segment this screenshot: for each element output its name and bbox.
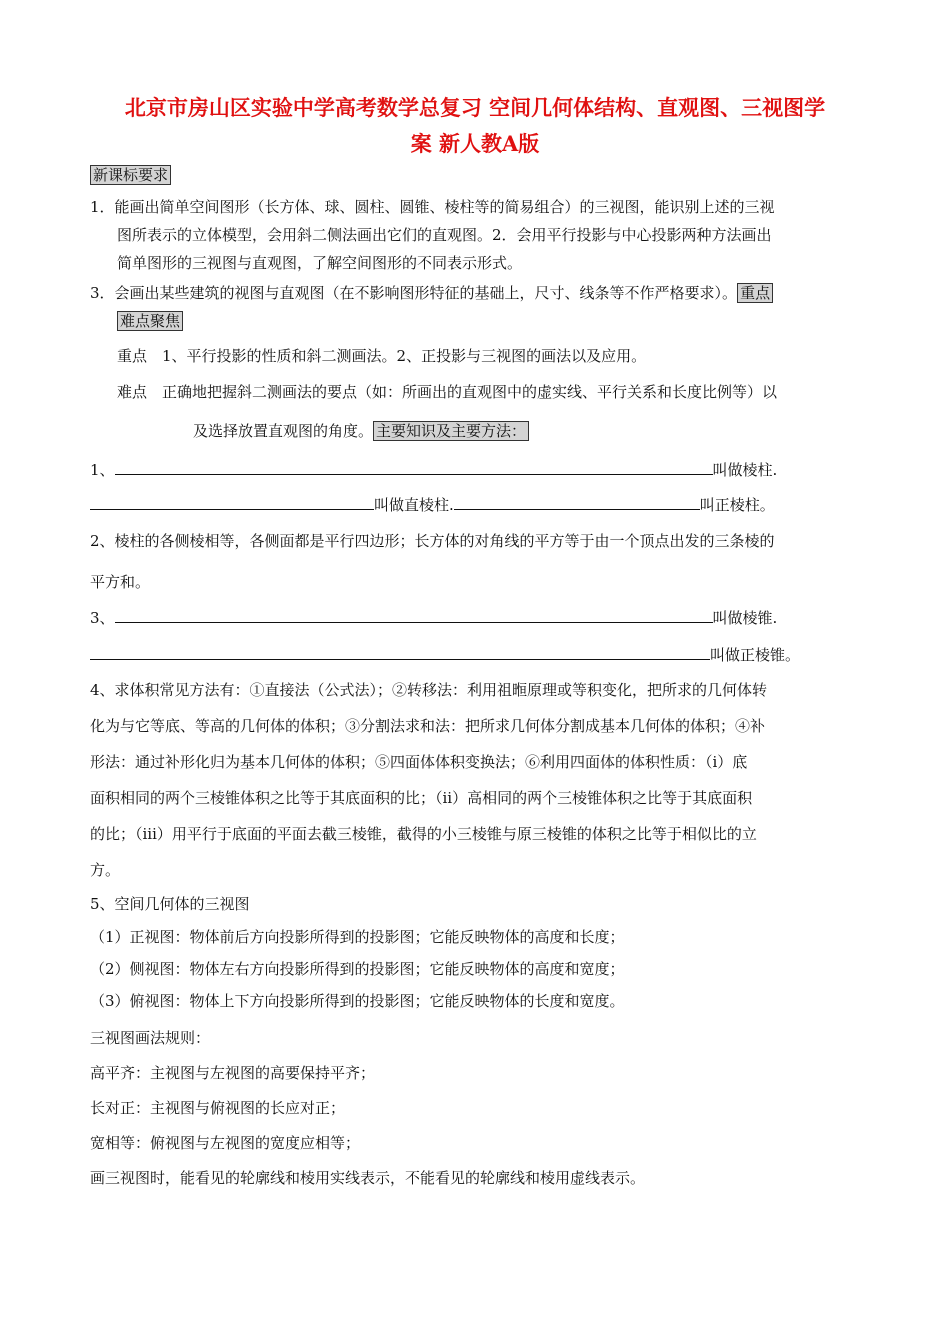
standard-item3: 3．会画出某些建筑的视图与直观图（在不影响图形特征的基础上，尺寸、线条等不作严格要求）。 重点 [90, 282, 773, 304]
knowledge-3-line2: 叫做正棱锥。 [90, 643, 800, 666]
fill-blank[interactable] [90, 643, 710, 660]
fill-blank[interactable] [115, 606, 713, 623]
standard-item1-line1: 1．能画出简单空间图形（长方体、球、圆柱、圆锥、棱柱等的简易组合）的三视图，能识别上述的三视 [90, 198, 775, 216]
key-points-header-b: 难点聚焦 [117, 310, 183, 332]
rule-height-align: 高平齐：主视图与左视图的高要保持平齐； [90, 1064, 376, 1082]
rule-width-equal: 宽相等：俯视图与左视图的宽度应相等； [90, 1134, 361, 1152]
rule-line-style: 画三视图时，能看见的轮廓线和棱用实线表示，不能看见的轮廓线和棱用虚线表示。 [90, 1169, 646, 1187]
knowledge-1-line2: 叫做直棱柱. 叫正棱柱。 [90, 493, 775, 516]
knowledge-4-line4: 面积相同的两个三棱锥体积之比等于其底面积的比；（ⅱ）高相同的两个三棱锥体积之比等于其底面积 [90, 789, 753, 807]
knowledge-4-line5: 的比；（ⅲ）用平行于底面的平面去截三棱锥，截得的小三棱锥与原三棱锥的体积之比等于相似比的立 [90, 825, 757, 843]
fill-blank[interactable] [90, 493, 374, 510]
methods-header: 主要知识及主要方法： [373, 421, 529, 441]
rule-length-align: 长对正：主视图与俯视图的长应对正； [90, 1099, 346, 1117]
key-points-header-a: 重点 [737, 283, 773, 303]
doc-title-line1: 北京市房山区实验中学高考数学总复习 空间几何体结构、直观图、三视图学 [124, 95, 826, 120]
doc-title-line2: 案 新人教A版 [410, 131, 540, 156]
focus-zhongdian: 重点 1、平行投影的性质和斜二测画法。2、正投影与三视图的画法以及应用。 [117, 347, 647, 365]
three-view-top: （3）俯视图：物体上下方向投影所得到的投影图；它能反映物体的长度和宽度。 [90, 992, 625, 1010]
three-view-front: （1）正视图：物体前后方向投影所得到的投影图；它能反映物体的高度和长度； [90, 928, 625, 946]
fill-blank[interactable] [115, 458, 713, 475]
fill-blank[interactable] [454, 493, 700, 510]
standards-header: 新课标要求 [90, 164, 171, 186]
knowledge-4-line6: 方。 [90, 861, 121, 879]
standard-item1-line3: 简单图形的三视图与直观图，了解空间图形的不同表示形式。 [117, 254, 523, 272]
knowledge-5-title: 5、空间几何体的三视图 [90, 895, 250, 913]
focus-nandian-line1: 难点 正确地把握斜二测画法的要点（如：所画出的直观图中的虚实线、平行关系和长度比例等）以 [117, 383, 778, 401]
knowledge-4-line1: 4、求体积常见方法有：①直接法（公式法）；②转移法：利用祖暅原理或等积变化，把所求的几何体转 [90, 681, 768, 699]
knowledge-3-line1: 3、 叫做棱锥. [90, 606, 777, 629]
knowledge-4-line3: 形法：通过补形化归为基本几何体的体积；⑤四面体体积变换法；⑥利用四面体的体积性质：（ⅰ）底 [90, 753, 748, 771]
knowledge-2-line1: 2、棱柱的各侧棱相等，各侧面都是平行四边形；长方体的对角线的平方等于由一个顶点出发的三条棱的 [90, 532, 775, 550]
rules-title: 三视图画法规则： [90, 1029, 211, 1047]
knowledge-1-line1: 1、 叫做棱柱. [90, 458, 777, 481]
knowledge-4-line2: 化为与它等底、等高的几何体的体积；③分割法求和法：把所求几何体分割成基本几何体的体积；④补 [90, 717, 766, 735]
standard-item1-line2: 图所表示的立体模型，会用斜二侧法画出它们的直观图。2．会用平行投影与中心投影两种方法画出 [117, 226, 772, 244]
three-view-side: （2）侧视图：物体左右方向投影所得到的投影图；它能反映物体的高度和宽度； [90, 960, 625, 978]
focus-nandian-line2: 及选择放置直观图的角度。 主要知识及主要方法： [193, 420, 529, 442]
knowledge-2-line2: 平方和。 [90, 573, 151, 591]
